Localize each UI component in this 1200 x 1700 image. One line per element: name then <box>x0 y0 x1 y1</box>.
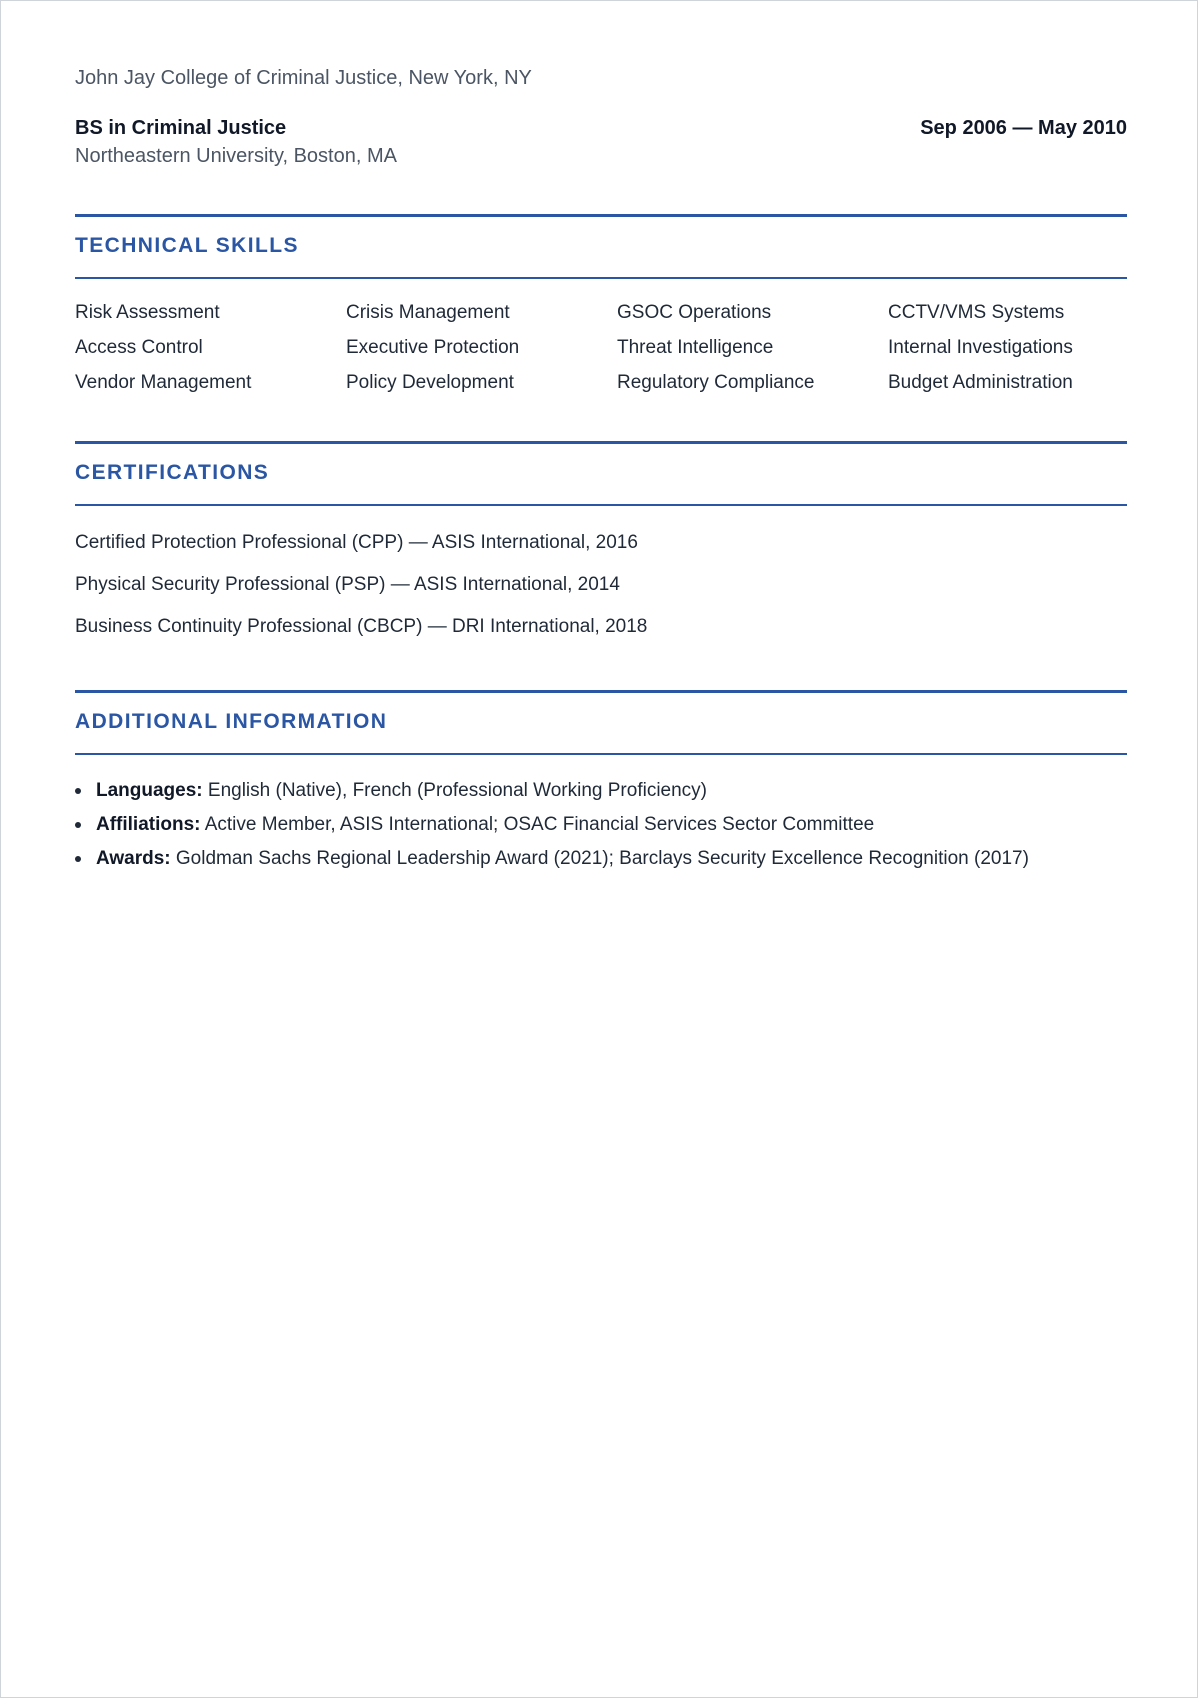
bullet-icon <box>75 822 81 828</box>
additional-info-section-title: ADDITIONAL INFORMATION <box>75 710 388 733</box>
certification-item: Business Continuity Professional (CBCP) — DRI International, 2018 <box>75 616 648 637</box>
education-institution-line: John Jay College of Criminal Justice, New York, NY <box>75 67 532 89</box>
skill-item: Executive Protection <box>346 337 520 358</box>
info-text: English (Native), French (Professional Working Proficiency) <box>207 780 708 801</box>
skill-item: Vendor Management <box>75 372 252 393</box>
skill-item: Budget Administration <box>888 372 1073 393</box>
skill-item: Threat Intelligence <box>617 337 774 358</box>
skills-grid <box>75 301 1127 395</box>
skills-section-bottom-rule <box>75 277 1127 279</box>
additional-info-item-affiliations <box>96 813 1127 847</box>
additional-info-list <box>75 779 1127 881</box>
certifications-section-bottom-rule <box>75 504 1127 506</box>
skill-item: Access Control <box>75 337 203 358</box>
info-text: Active Member, ASIS International; OSAC Financial Services Sector Committee <box>204 814 875 835</box>
skill-item: Risk Assessment <box>75 302 220 323</box>
skill-item: Crisis Management <box>346 302 510 323</box>
certifications-list <box>75 531 1127 657</box>
certification-item: Physical Security Professional (PSP) — ASIS International, 2014 <box>75 574 620 595</box>
skill-item: Policy Development <box>346 372 514 393</box>
certifications-section-title: CERTIFICATIONS <box>75 461 270 484</box>
skills-section-top-rule <box>75 214 1127 217</box>
info-text: Goldman Sachs Regional Leadership Award (2021); Barclays Security Excellence Recognition (2017) <box>175 848 1029 869</box>
additional-info-section-bottom-rule <box>75 753 1127 755</box>
additional-info-item-languages <box>96 779 1127 813</box>
degree-title: BS in Criminal Justice <box>75 117 287 139</box>
bullet-icon <box>75 788 81 794</box>
info-label: Awards: <box>96 848 171 869</box>
skills-section-title: TECHNICAL SKILLS <box>75 234 299 257</box>
degree-row <box>75 117 1127 140</box>
additional-info-item-awards <box>96 847 1127 881</box>
skill-item: Internal Investigations <box>888 337 1073 358</box>
skill-item: Regulatory Compliance <box>617 372 815 393</box>
certification-item: Certified Protection Professional (CPP) — ASIS International, 2016 <box>75 532 638 553</box>
degree-school: Northeastern University, Boston, MA <box>75 145 397 167</box>
skill-item: GSOC Operations <box>617 302 772 323</box>
info-label: Languages: <box>96 780 203 801</box>
additional-info-section-top-rule <box>75 690 1127 693</box>
certifications-section-top-rule <box>75 441 1127 444</box>
info-label: Affiliations: <box>96 814 201 835</box>
degree-dates: Sep 2006 — May 2010 <box>920 117 1127 139</box>
bullet-icon <box>75 856 81 862</box>
skill-item: CCTV/VMS Systems <box>888 302 1065 323</box>
